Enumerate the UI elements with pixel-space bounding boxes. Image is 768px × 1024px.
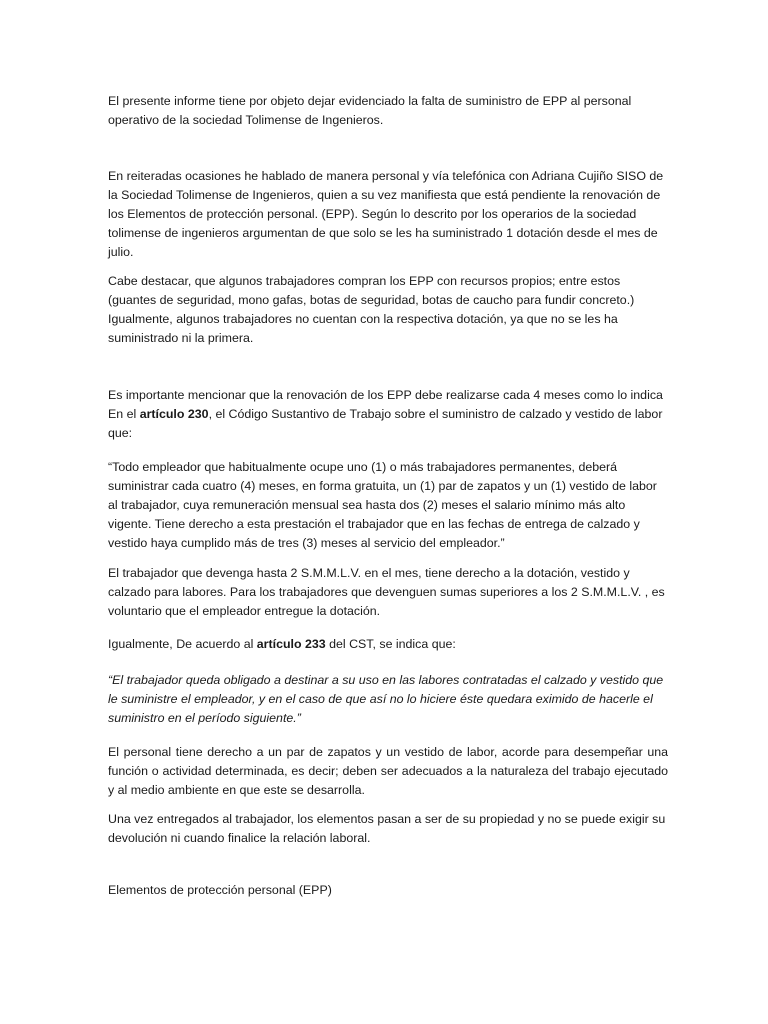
article-230-paragraph [108,386,668,443]
article-233-quote: “El trabajador queda obligado a destinar a su uso en las labores contratadas el calzado y vestido que le suministre el empleador, y en el caso de que así no lo hiciere éste quedara eximido de hacerle el suministro en el período siguiente.” [108,673,664,725]
article-230-bold: artículo 230 [139,407,209,421]
article-230-quote: “Todo empleador que habitualmente ocupe uno (1) o más trabajadores permanentes, deberá suministrar cada cuatro (4) meses, en forma gratuita, un (1) par de zapatos y un (1) vestido de labor al trabajador, cuya remuneración mensual sea hasta dos (2) meses el salario mínimo más alto vigente. Tiene derecho a esta prestación el trabajador que en las fechas de entrega de calzado y vestido haya cumplido más de tres (3) meses al servicio del empleador.” [108,460,657,550]
personal-rights-paragraph: El personal tiene derecho a un par de zapatos y un vestido de labor, acorde para desempeñar una función o actividad determinada, es decir; deben ser adecuados a la naturaleza del trabajo ejecutado y al medio ambiente en que este se desarrolla. [108,745,668,797]
article-233-bold: artículo 233 [256,637,326,651]
article-230-text-after: , el Código Sustantivo de Trabajo sobre el suministro de calzado y vestido de labor que: [108,407,663,440]
epp-section-heading: Elementos de protección personal (EPP) [108,883,332,897]
article-233-text-before: Igualmente, De acuerdo al [108,637,257,651]
article-233-intro [108,635,668,654]
article-230-text-before: Es importante mencionar que la renovación de los EPP debe realizarse cada 4 meses como lo indica En el [108,388,663,421]
intro-paragraph: El presente informe tiene por objeto dejar evidenciado la falta de suministro de EPP al personal operativo de la sociedad Tolimense de Ingenieros. [108,94,632,127]
communication-paragraph: En reiteradas ocasiones he hablado de manera personal y vía telefónica con Adriana Cujiño SISO de la Sociedad Tolimense de Ingenieros, quien a su vez manifiesta que está pendiente la renovación de los Elementos de protección personal. (EPP). Según lo descrito por los operarios de la sociedad tolimense de ingenieros argumentan de que solo se les ha suministrado 1 dotación desde el mes de julio. [108,169,664,259]
ownership-paragraph: Una vez entregados al trabajador, los elementos pasan a ser de su propiedad y no se puede exigir su devolución ni cuando finalice la relación laboral. [108,812,666,845]
article-233-text-after: del CST, se indica que: [325,637,456,651]
smmlv-paragraph: El trabajador que devenga hasta 2 S.M.M.L.V. en el mes, tiene derecho a la dotación, vestido y calzado para labores. Para los trabajadores que devenguen sumas superiores a los 2 S.M.M.L.V. , es voluntario que el empleador entregue la dotación. [108,566,665,618]
workers-purchase-paragraph: Cabe destacar, que algunos trabajadores compran los EPP con recursos propios; entre estos (guantes de seguridad, mono gafas, botas de seguridad, botas de caucho para fundir concreto.) Igualmente, algunos trabajadores no cuentan con la respectiva dotación, ya que no se les ha suministrado ni la primera. [108,274,635,345]
